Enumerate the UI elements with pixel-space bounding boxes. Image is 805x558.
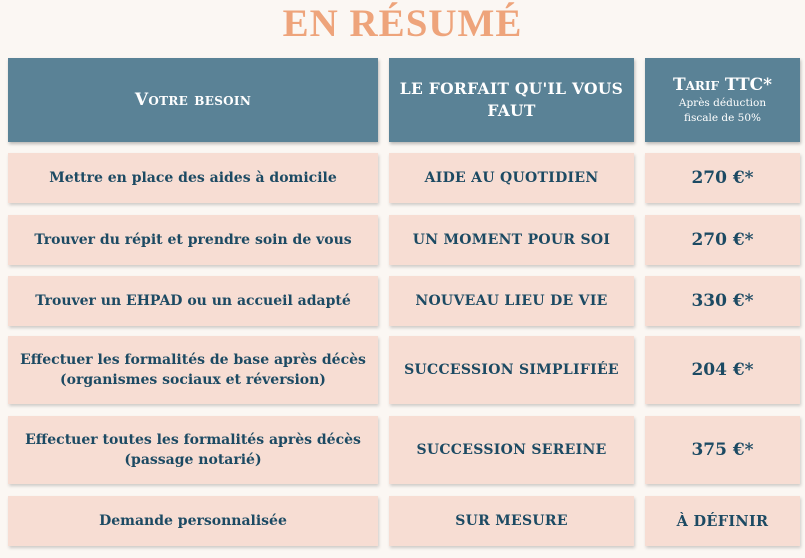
header-tarif xyxy=(645,58,800,142)
header-tarif-subtitle: Après déduction fiscale de 50% xyxy=(678,96,767,124)
page-title: EN RÉSUMÉ xyxy=(282,2,523,45)
row-3-forfait: NOUVEAU LIEU DE VIE xyxy=(389,276,634,326)
row-6-need: Demande personnalisée xyxy=(8,496,378,546)
row-1-price: 270 €* xyxy=(645,153,800,203)
row-3-need: Trouver un EHPAD ou un accueil adapté xyxy=(8,276,378,326)
row-4-price: 204 €* xyxy=(645,336,800,404)
row-6-forfait: SUR MESURE xyxy=(389,496,634,546)
row-4-need: Effectuer les formalités de base après décès (organismes sociaux et réversion) xyxy=(8,336,378,404)
row-2-price: 270 €* xyxy=(645,215,800,265)
row-2-forfait: UN MOMENT POUR SOI xyxy=(389,215,634,265)
row-1-need: Mettre en place des aides à domicile xyxy=(8,153,378,203)
header-tarif-title: Tarif TTC* xyxy=(672,74,773,95)
row-5-price: 375 €* xyxy=(645,416,800,484)
row-1-forfait: AIDE AU QUOTIDIEN xyxy=(389,153,634,203)
row-2-need: Trouver du répit et prendre soin de vous xyxy=(8,215,378,265)
row-6-price: À DÉFINIR xyxy=(645,496,800,546)
row-3-price: 330 €* xyxy=(645,276,800,326)
row-5-need: Effectuer toutes les formalités après décès (passage notarié) xyxy=(8,416,378,484)
header-need: Votre besoin xyxy=(8,58,378,142)
row-5-forfait: SUCCESSION SEREINE xyxy=(389,416,634,484)
row-4-forfait: SUCCESSION SIMPLIFIÉE xyxy=(389,336,634,404)
header-forfait: LE FORFAIT QU'IL VOUS FAUT xyxy=(389,58,634,142)
